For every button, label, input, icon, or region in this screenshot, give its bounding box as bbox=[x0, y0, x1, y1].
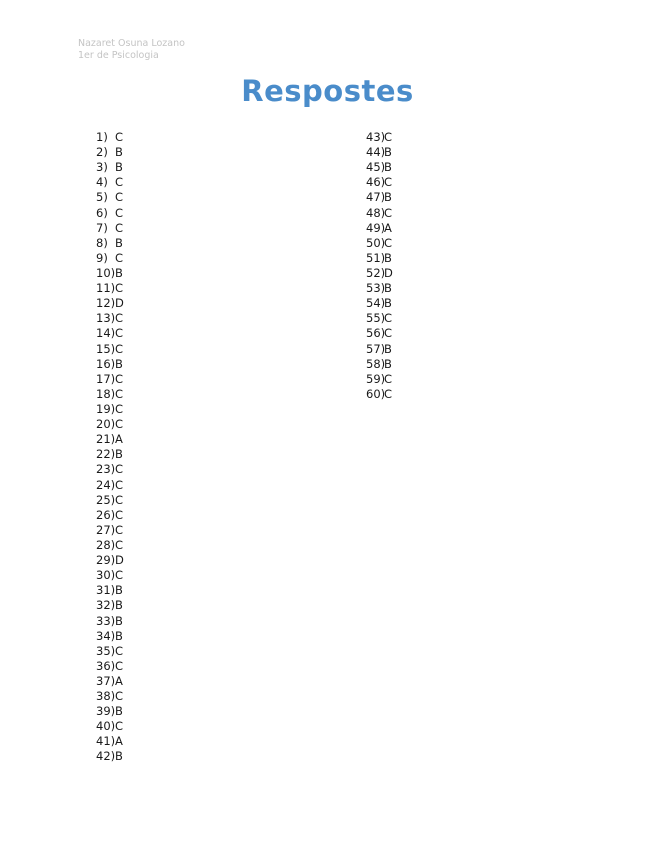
answer-letter: D bbox=[384, 265, 393, 280]
answer-letter: C bbox=[115, 386, 124, 401]
answer-letter: C bbox=[115, 190, 124, 205]
answer-row bbox=[96, 175, 124, 190]
answer-letter: B bbox=[115, 447, 123, 462]
answer-letter: C bbox=[115, 311, 124, 326]
question-number: 37) bbox=[96, 673, 116, 688]
answer-row bbox=[96, 130, 124, 145]
answer-letter: C bbox=[115, 537, 124, 552]
answer-letter: B bbox=[384, 145, 392, 160]
question-number: 40) bbox=[96, 719, 116, 734]
question-number: 53) bbox=[366, 281, 386, 296]
answer-row bbox=[366, 357, 393, 372]
answer-row bbox=[96, 221, 124, 236]
answer-letter: C bbox=[115, 401, 124, 416]
answer-row bbox=[366, 387, 393, 402]
answer-row bbox=[96, 206, 124, 221]
question-number: 25) bbox=[96, 492, 116, 507]
answer-letter: B bbox=[384, 281, 392, 296]
answer-letter: C bbox=[384, 386, 393, 401]
answer-row bbox=[96, 749, 124, 764]
answer-row bbox=[96, 357, 124, 372]
answer-letter: C bbox=[384, 130, 393, 144]
answer-row bbox=[96, 719, 124, 734]
answer-letter: B bbox=[384, 160, 392, 175]
question-number: 39) bbox=[96, 704, 116, 719]
question-number: 8) bbox=[96, 235, 108, 250]
question-number: 1) bbox=[96, 130, 108, 144]
answer-letter: A bbox=[384, 220, 392, 235]
answer-letter: C bbox=[115, 205, 124, 220]
answer-letter: B bbox=[115, 704, 123, 719]
answer-letter: B bbox=[115, 160, 123, 175]
answer-letter: A bbox=[115, 734, 123, 749]
answer-letter: B bbox=[384, 341, 392, 356]
answer-letter: C bbox=[115, 250, 124, 265]
answer-row bbox=[96, 659, 124, 674]
page-title: Respostes bbox=[241, 74, 414, 108]
answer-letter: C bbox=[384, 311, 393, 326]
answer-letter: C bbox=[115, 689, 124, 704]
answer-row bbox=[366, 326, 393, 341]
question-number: 15) bbox=[96, 341, 116, 356]
answer-letter: A bbox=[115, 432, 123, 447]
question-number: 42) bbox=[96, 749, 116, 764]
question-number: 11) bbox=[96, 281, 116, 296]
question-number: 54) bbox=[366, 296, 386, 311]
question-number: 7) bbox=[96, 220, 108, 235]
author-name: Nazaret Osuna Lozano bbox=[78, 38, 185, 49]
answer-row bbox=[96, 311, 124, 326]
answer-letter: B bbox=[115, 628, 123, 643]
question-number: 3) bbox=[96, 160, 108, 175]
answer-letter: B bbox=[384, 250, 392, 265]
question-number: 5) bbox=[96, 190, 108, 205]
answer-row bbox=[366, 236, 393, 251]
answer-letter: B bbox=[115, 265, 123, 280]
question-number: 16) bbox=[96, 356, 116, 371]
answer-row bbox=[96, 629, 124, 644]
answer-row bbox=[96, 493, 124, 508]
question-number: 2) bbox=[96, 145, 108, 160]
answer-letter: D bbox=[115, 296, 124, 311]
answer-letter: C bbox=[115, 175, 124, 190]
answer-letter: C bbox=[115, 643, 124, 658]
answer-letter: B bbox=[115, 583, 123, 598]
answer-row bbox=[366, 372, 393, 387]
question-number: 13) bbox=[96, 311, 116, 326]
answer-row bbox=[96, 447, 124, 462]
answers-column-left bbox=[96, 130, 124, 765]
question-number: 57) bbox=[366, 341, 386, 356]
answer-row bbox=[96, 372, 124, 387]
answer-letter: C bbox=[115, 477, 124, 492]
question-number: 48) bbox=[366, 205, 386, 220]
answer-row bbox=[96, 145, 124, 160]
answer-row bbox=[96, 281, 124, 296]
answer-row bbox=[96, 598, 124, 613]
question-number: 12) bbox=[96, 296, 116, 311]
answer-row bbox=[366, 296, 393, 311]
answer-row bbox=[96, 568, 124, 583]
answer-row bbox=[96, 553, 124, 568]
course-name: 1er de Psicologia bbox=[78, 50, 159, 61]
answer-letter: C bbox=[384, 326, 393, 341]
answer-letter: C bbox=[115, 371, 124, 386]
answer-letter: C bbox=[115, 417, 124, 432]
question-number: 52) bbox=[366, 265, 386, 280]
answer-letter: D bbox=[115, 553, 124, 568]
answer-letter: B bbox=[115, 235, 123, 250]
answer-row bbox=[96, 704, 124, 719]
answer-row bbox=[96, 674, 124, 689]
answer-letter: C bbox=[384, 235, 393, 250]
answer-row bbox=[96, 236, 124, 251]
answer-row bbox=[96, 614, 124, 629]
answer-row bbox=[366, 175, 393, 190]
question-number: 58) bbox=[366, 356, 386, 371]
question-number: 18) bbox=[96, 386, 116, 401]
answer-row bbox=[96, 296, 124, 311]
question-number: 30) bbox=[96, 568, 116, 583]
answer-letter: B bbox=[384, 190, 392, 205]
question-number: 38) bbox=[96, 689, 116, 704]
question-number: 33) bbox=[96, 613, 116, 628]
answer-letter: C bbox=[115, 492, 124, 507]
question-number: 34) bbox=[96, 628, 116, 643]
question-number: 28) bbox=[96, 537, 116, 552]
question-number: 23) bbox=[96, 462, 116, 477]
answer-row bbox=[96, 734, 124, 749]
question-number: 44) bbox=[366, 145, 386, 160]
answer-row bbox=[366, 342, 393, 357]
question-number: 59) bbox=[366, 371, 386, 386]
answer-letter: C bbox=[115, 326, 124, 341]
answer-letter: C bbox=[115, 719, 124, 734]
answer-row bbox=[96, 387, 124, 402]
answer-letter: C bbox=[115, 462, 124, 477]
answer-letter: B bbox=[115, 613, 123, 628]
answer-row bbox=[96, 190, 124, 205]
answers-column-right bbox=[366, 130, 393, 402]
answer-row bbox=[366, 221, 393, 236]
question-number: 50) bbox=[366, 235, 386, 250]
question-number: 43) bbox=[366, 130, 386, 144]
question-number: 49) bbox=[366, 220, 386, 235]
answer-row bbox=[366, 145, 393, 160]
answer-row bbox=[96, 689, 124, 704]
question-number: 9) bbox=[96, 250, 108, 265]
answer-row bbox=[96, 538, 124, 553]
question-number: 4) bbox=[96, 175, 108, 190]
question-number: 6) bbox=[96, 205, 108, 220]
question-number: 26) bbox=[96, 507, 116, 522]
answer-row bbox=[96, 644, 124, 659]
question-number: 17) bbox=[96, 371, 116, 386]
answer-letter: B bbox=[115, 145, 123, 160]
answer-row bbox=[96, 402, 124, 417]
answer-row bbox=[96, 342, 124, 357]
answer-letter: C bbox=[115, 522, 124, 537]
answer-letter: C bbox=[115, 568, 124, 583]
answer-row bbox=[96, 478, 124, 493]
answer-letter: C bbox=[384, 175, 393, 190]
question-number: 35) bbox=[96, 643, 116, 658]
question-number: 32) bbox=[96, 598, 116, 613]
question-number: 21) bbox=[96, 432, 116, 447]
answer-row bbox=[96, 266, 124, 281]
question-number: 27) bbox=[96, 522, 116, 537]
question-number: 51) bbox=[366, 250, 386, 265]
answer-row bbox=[96, 508, 124, 523]
answer-letter: B bbox=[384, 296, 392, 311]
question-number: 36) bbox=[96, 658, 116, 673]
question-number: 31) bbox=[96, 583, 116, 598]
question-number: 29) bbox=[96, 553, 116, 568]
answer-row bbox=[366, 266, 393, 281]
question-number: 46) bbox=[366, 175, 386, 190]
question-number: 55) bbox=[366, 311, 386, 326]
answer-letter: B bbox=[115, 598, 123, 613]
answer-letter: A bbox=[115, 673, 123, 688]
answer-letter: C bbox=[115, 130, 124, 144]
question-number: 45) bbox=[366, 160, 386, 175]
answer-row bbox=[96, 432, 124, 447]
answer-row bbox=[96, 583, 124, 598]
answer-row bbox=[366, 251, 393, 266]
question-number: 41) bbox=[96, 734, 116, 749]
answer-row bbox=[366, 130, 393, 145]
answer-letter: C bbox=[115, 658, 124, 673]
question-number: 20) bbox=[96, 417, 116, 432]
answer-letter: C bbox=[115, 220, 124, 235]
answer-letter: B bbox=[384, 356, 392, 371]
answer-row bbox=[96, 462, 124, 477]
question-number: 22) bbox=[96, 447, 116, 462]
answer-letter: C bbox=[115, 507, 124, 522]
answer-row bbox=[96, 417, 124, 432]
answer-row bbox=[366, 206, 393, 221]
question-number: 10) bbox=[96, 265, 116, 280]
answer-row bbox=[366, 281, 393, 296]
answer-row bbox=[366, 190, 393, 205]
answer-row bbox=[96, 160, 124, 175]
answer-letter: C bbox=[384, 371, 393, 386]
answer-letter: C bbox=[115, 341, 124, 356]
question-number: 14) bbox=[96, 326, 116, 341]
answer-row bbox=[366, 160, 393, 175]
answer-row bbox=[96, 523, 124, 538]
answer-row bbox=[96, 326, 124, 341]
answer-letter: C bbox=[115, 281, 124, 296]
question-number: 56) bbox=[366, 326, 386, 341]
question-number: 60) bbox=[366, 386, 386, 401]
answer-letter: C bbox=[384, 205, 393, 220]
answer-row bbox=[96, 251, 124, 266]
question-number: 24) bbox=[96, 477, 116, 492]
question-number: 47) bbox=[366, 190, 386, 205]
question-number: 19) bbox=[96, 401, 116, 416]
answer-letter: B bbox=[115, 356, 123, 371]
document-header bbox=[78, 38, 185, 62]
answer-row bbox=[366, 311, 393, 326]
answer-letter: B bbox=[115, 749, 123, 764]
